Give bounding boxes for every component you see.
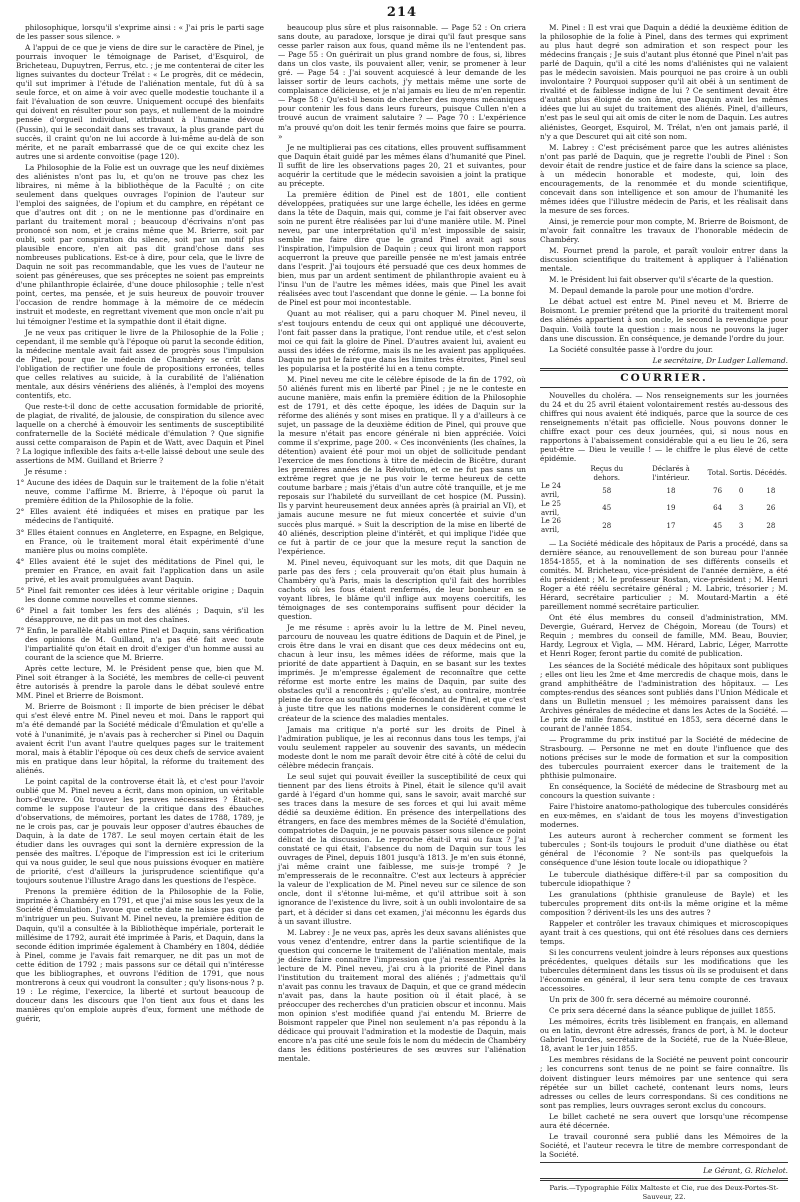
table-header-cell: Sortis. [729, 469, 753, 478]
table-cell: 3 [738, 521, 744, 530]
table-row [540, 500, 788, 518]
paragraph: 1° Aucune des idées de Daquin sur le traitement de la folie n'était neuve, comme l'affirme M. Brierre, à l'époque où parut la première édition de la Philosophie de la folie. [16, 478, 264, 506]
table-cell: 26 [766, 504, 776, 513]
paragraph: — La Société médicale des hôpitaux de Paris a procédé, dans sa dernière séance, au renouvellement de son bureau pour l'année 1854-1855, et à la nomination de ses différents conseils et comités. M. Bricheteau, vice-président de l'année dernière, a été élu président ; M. le professeur Rostan, vice-président ; M. Henri Roger a été réélu secrétaire général ; M. Labric, trésorier ; M. Hérard, secrétaire particulier ; M. Moutard-Martin a été pareillement nommé secrétaire particulier. [540, 538, 788, 612]
columns [16, 23, 788, 1202]
paragraph: En conséquence, la Société de médecine de Strasbourg met au concours la question suivante : [540, 782, 788, 801]
paragraph: La Société consultée passe à l'ordre du jour. [549, 344, 713, 354]
column-3-text [540, 23, 788, 354]
section-title: COURRIER. [620, 371, 708, 384]
table-header-cell: Décédés. [754, 469, 787, 478]
table-cell: Le 24 avril, [541, 482, 561, 499]
paragraph: A l'appui de ce que je viens de dire sur le caractère de Pinel, je pourrais invoquer le témoignage de Pariset, d'Esquirol, de Bricheteau, Dupuytren, Ferrus, etc. ; je me contenterai de citer les lignes suivantes du docteur Trélat : « Le progrès, dit ce médecin, qu'il sut imprimer à l'étude de l'aliénation mentale, fut dû à sa seule force, et on aime à voir avec quelle modestie touchante il a fait l'évaluation de son œuvre. Uniquement occupé des bienfaits qui doivent en résulter pour son pays, et nullement de la moindre pensée d'orgueil individuel, attribuant à l'humaine dévoué (Pussin), qui le secondait dans ses travaux, la plus grande part du succès, il craint qu'on ne lui accorde à lui-même au-delà de son mérite, et ne paraît embarrassé que de ce qui excite chez les autres une si ardente convoitise (page 120). [16, 43, 264, 161]
table-header-cell: Total. [707, 469, 728, 478]
paragraph: 6° Pinel a fait tomber les fers des aliénés ; Daquin, s'il les désapprouve, ne dit pas un mot des chaînes. [16, 605, 264, 624]
paragraph: Je ne veux pas critiquer le livre de la Philosophie de la Folie ; cependant, il me semble qu'à l'époque où parut la seconde édition, la médecine mentale avait fait assez de progrès sous l'impulsion de Pinel, pour que le médecin de Chambéry se crût dans l'obligation de rectifier une foule de propositions erronées, telles que celles relatives au suicide, à la curabilité de l'aliénation mentale, aux désirs vénériens des aliénés, à l'emploi des moyens contentifs, etc. [16, 327, 264, 400]
paragraph: Je ne multiplierai pas ces citations, elles prouvent suffisamment que Daquin était guidé par les mêmes élans d'humanité que Pinel. Il suffit de lire les observations pages 20, 21 et suivantes, pour acquérir la certitude que le médecin savoisien a joint la pratique au précepte. [278, 142, 526, 188]
paragraph: Le tubercule diathésique diffère-t-il par sa composition du tubercule idiopathique ? [540, 869, 788, 888]
paragraph: Un prix de 300 fr. sera décerné au mémoire couronné. [549, 995, 751, 1005]
column-3-text-2 [540, 539, 788, 1159]
paragraph: M. Labrey : Je ne veux pas, après les deux savans aliénistes que vous venez d'entendre, entrer dans la partie scientifique de la question qui concerne le traitement de l'aliénation mentale, mais je désire faire connaître l'impression que j'ai ressentie. Après la lecture de M. Pinel neveu, j'ai cru à la priorité de Pinel dans l'institution du traitement moral des aliénés ; j'admettais qu'il n'avait pas connu les travaux de Daquin, et que ce grand médecin n'avait pas, dans la haute position où il était placé, à se préoccuper des recherches d'un praticien obscur et inconnu. Mais mon opinion s'est modifiée quand j'ai entendu M. Brierre de Boismont rappeler que Pinel non seulement n'a pas répondu à la dédicace qui prouvait l'admiration et la modestie de Daquin, mais encore n'a pas cité une seule fois le nom du médecin de Chambéry dans les éditions postérieures de ses œuvres sur l'aliénation mentale. [278, 927, 526, 1064]
paragraph: Le débat actuel est entre M. Pinel neveu et M. Brierre de Boismont. Le premier prétend que la priorité du traitement moral des aliénés appartient à son oncle, le second la revendique pour Daquin. Voilà toute la question : mais nous ne pouvons la juger dans une discussion. En conséquence, je demande l'ordre du jour. [540, 297, 788, 343]
paragraph: Je me résume : après avoir lu la lettre de M. Pinel neveu, parcouru de nouveau les quatre éditions de Daquin et de Pinel, je crois être dans le vrai en disant que ces deux médecins ont eu, chacun à leur insu, les mêmes idées de réforme, mais que la priorité de date appartient à Daquin, en se basant sur les textes imprimés. Je m'empresse également de reconnaître que cette réforme est morte entre les mains de Daquin, par suite des obstacles qu'il a rencontrés ; qu'elle s'est, au contraire, montrée pleine de force au souffle du génie fécondant de Pinel, et que c'est à juste titre que les nations modernes le considèrent comme le créateur de la science des maladies mentales. [278, 623, 526, 723]
paragraph: philosophique, lorsqu'il s'exprime ainsi : « J'ai pris le parti sage de les passer sous silence. » [16, 23, 264, 42]
paragraph: Le travail couronné sera publié dans les Mémoires de la Société, et l'auteur recevra le titre de membre correspondant de la Société. [540, 1131, 788, 1159]
paragraph: beaucoup plus sûre et plus raisonnable. — Page 52 : On criera sans doute, au paradoxe, lorsque je dirai qu'il faut presque sans cesse parler raison aux fous, quand même ils ne l'entendent pas. — Page 55 : On guérirait un plus grand nombre de fous, si, libres dans un clos vaste, ils pouvaient aller, venir, se promener à leur gré. — Page 54 : J'ai souvent acquiescé à leur demande de les laisser sortir de leurs cachots, j'y mettais même une sorte de complaisance délicieuse, et je n'ai jamais eu lieu de m'en repentir. — Page 58 : Qu'est-il besoin de chercher des moyens mécaniques pour contenir les fous dans leurs fureurs, puisque Cullen n'en a trouvé aucun de vraiment salutaire ? — Page 70 : L'expérience m'a prouvé qu'on doit les tenir fermés moins que faire se pourra. » [278, 23, 526, 141]
paragraph: Je résume : [25, 467, 67, 477]
table-cell: 19 [666, 504, 676, 513]
paragraph: Après cette lecture, M. le Président pense que, bien que M. Pinel soit étranger à la Société, les membres de celle-ci peuvent être autorisés à prendre la parole dans le débat soulevé entre MM. Pinel et Brierre de Boismont. [16, 664, 264, 701]
table-cell: 45 [602, 504, 612, 513]
printer-rule [540, 1178, 788, 1181]
paragraph: Jamais ma critique n'a porté sur les droits de Pinel à l'admiration publique, je les ai reconnus dans tous les temps, j'ai voulu seulement rappeler au souvenir des savants, un médecin modeste dont le nom me paraît devoir être cité à côté de celui du célèbre médecin français. [278, 724, 526, 770]
paragraph: Prenons la première édition de la Philosophie de la Folie, imprimée à Chambéry en 1791, et que j'ai mise sous les yeux de la Société d'émulation. J'avoue que cette date ne laisse pas que de m'intriguer un peu. Suivant M. Pinel neveu, la première édition de Daquin, qu'il a consultée à la Bibliothèque impériale, porterait le millésime de 1792, aurait été imprimée à Paris, et Daquin, dans la seconde édition imprimée également à Chambéry en 1804, dédiée à Pinel, comme je l'avais fait remarquer, ne dit pas un mot de cette édition de 1792 ; mais passons sur ce détail qui n'intéresse que les bibliographes, et ouvrons l'édition de 1791, que nous montrerons à ceux qui voudront la consulter ; qu'y lisons-nous ? p. 19 : Le régime, l'exercice, la liberté et surtout beaucoup de douceur dans les discours que l'on tient aux fous et dans les manières qu'on emploie auprès d'eux, forment une méthode de guérir, [16, 887, 264, 1023]
paragraph: — Programme du prix institué par la Société de médecine de Strasbourg. — Personne ne met en doute l'influence que des notions précises sur le mode de formation et sur la composition des tubercules pourraient exercer dans le traitement de la phthisie pulmonaire. [540, 734, 788, 781]
secretary-signature: Le secrétaire, Dr Ludger Lallemand. [652, 355, 788, 365]
table-row [540, 482, 788, 500]
paragraph: Les granulations (phthisie granuleuse de Bayle) et les tubercules proprement dits ont-ils la même origine et la même composition ? dérivent-ils les uns des autres ? [540, 889, 788, 917]
column-1-text [16, 23, 264, 1023]
table-cell: 17 [666, 521, 676, 530]
column-3 [540, 23, 788, 1202]
paragraph: M. Brierre de Boismont : Il importe de bien préciser le débat qui s'est élevé entre M. Pinel neveu et moi. Dans le rapport qui m'a été demandé par la Société médicale d'Émulation et qu'elle a voté à l'unanimité, je n'avais pas à rechercher si Pinel ou Daquin avaient écrit l'un avant l'autre quelques pages sur le traitement moral, mais à établir l'époque où ces deux chefs de service avaient mis en pratique dans leur hôpital, la réforme du traitement des aliénés. [16, 702, 264, 775]
paragraph: Que reste-t-il donc de cette accusation formidable de priorité, de plagiat, de rivalité, de jalousie, de conspiration du silence avec laquelle on a cherché à émouvoir les sentiments de susceptibilité confraternelle de la Société médicale d'émulation ? Que signifie aussi cette comparaison de Papin et de Watt, avec Daquin et Pinel ? La logique inflexible des faits a-t-elle laissé debout une seule des assertions de MM. Guilland et Brierre ? [16, 401, 264, 466]
paragraph: Ce prix sera décerné dans la séance publique de juillet 1855. [549, 1006, 776, 1016]
paragraph: M. Pinel : Il est vrai que Daquin a dédié la deuxième édition de la philosophie de la folie à Pinel, dans des termes qui expriment au plus haut degré son admiration et son respect pour les médecins français ; Je suis d'autant plus étonné que Pinel n'ait pas parlé de Daquin, qu'il a cité les noms d'aliénistes qui ne valaient pas le médecin savoisien. Mais pourquoi ne pas croire à un oubli involontaire ? Pourquoi supposer qu'il ait obéi à un sentiment de rivalité et de faiblesse indigne de lui ? Ce sentiment devait être d'autant plus éloigné de son âme, que Daquin avait les mêmes idées que lui au sujet du traitement des aliénés. Pinel, d'ailleurs, n'est pas le seul qui ait omis de citer le nom de Daquin. Les autres aliénistes, Georget, Esquirol, M. Trélat, n'en ont jamais parlé, il n'y a que Descuret qui ait cité son nom. [540, 23, 788, 141]
paragraph: M. Pinel neveu, équivoquant sur les mots, dit que Daquin ne parle pas des fers ; cela prouverait qu'on était plus humain à Chambéry qu'à Paris, mais la description qu'il fait des horribles cachots où les fous étaient renfermés, de leur bonheur en se voyant libres, le blâme qu'il inflige aux moyens coercitifs, les témoignages de ses contemporains suffisent pour décider la question. [278, 557, 526, 621]
table-cell: 18 [666, 486, 676, 495]
paragraph: Rappeler et contrôler les travaux chimiques et microscopiques ayant trait à ces questions, qui ont été résolues dans ces derniers temps. [540, 918, 788, 946]
paragraph: Les membres résidans de la Société ne peuvent point concourir ; les concurrens sont tenus de ne point se faire connaître. Ils doivent distinguer leurs mémoires par une sentence qui sera répétée sur un billet cacheté, contenant leurs noms, leurs adresses ou celles de leurs correspondans. Si ces conditions ne sont pas remplies, leurs ouvrages seront exclus du concours. [540, 1055, 788, 1110]
table-cell: 18 [766, 486, 776, 495]
table-header-cell: Reçus du dehors. [590, 465, 624, 482]
table-cell: 45 [713, 521, 723, 530]
paragraph: M. Fournet prend la parole, et paraît vouloir entrer dans la discussion scientifique du traitement à appliquer à l'aliénation mentale. [540, 246, 788, 274]
gerant-signature: Le Gérant, G. Richelot. [703, 1165, 788, 1175]
table-cell: 58 [602, 486, 612, 495]
table-row [540, 517, 788, 535]
paragraph: Quant au mot réaliser, qui a paru choquer M. Pinel neveu, il s'est toujours entendu de ceux qui ont appliqué une découverte, l'ont fait passer dans la pratique, l'ont rendue utile, et c'est selon moi ce qui fait la gloire de Pinel. D'autres avaient lui, avaient eu aussi des idées de réforme, mais ils ne les avaient pas appliquées. Daquin ne put le faire que dans les limites très étroites, Pinel seul les popularisa et la postérité lui en a tenu compte. [278, 309, 526, 373]
table-header-cell [540, 465, 578, 482]
paragraph: Ainsi, je remercie pour mon compte, M. Brierre de Boismont, de m'avoir fait connaître les travaux de l'honorable médecin de Chambéry. [540, 216, 788, 245]
cholera-table [540, 465, 788, 535]
paragraph: M. Depaul demande la parole pour une motion d'ordre. [549, 286, 754, 296]
paragraph: M. Pinel neveu me cite le célèbre épisode de la fin de 1792, où 50 aliénés furent mis en liberté par Pinel ; je ne le conteste en aucune manière, mais enfin la première édition de la Philosophie est de 1791, et dès cette époque, les idées de Daquin sur la réforme des aliénés y sont mises en pratique. Il y a d'ailleurs à ce sujet, un passage de la deuxième édition de Pinel, qui prouve que la mesure n'était pas encore générale ni bien appréciée. Voici comme il s'exprime, page 200. « Ces inconvénients (les chaînes, la détention) avaient été pour moi un objet de sollicitude pendant l'exercice de mes fonctions à titre de médecin de Bicêtre, durant les premières années de la Révolution, et ce ne fut pas sans un extrême regret que je ne pus voir le terme heureux de cette coutume barbare ; mais j'étais d'un autre côté tranquille, et je me reposais sur l'habileté du surveillant de cet hospice (M. Pussin). Ils y parvint heureusement deux années après (à prairial an VI), et jamais aucune mesure ne fut mieux concertée et suivie d'un succès plus marqué. » Suit la description de la mise en liberté de 40 aliénés, description pleine d'intérêt, et qui implique l'idée que ce fut à partir de ce jour que la mesure reçut la sanction de l'expérience. [278, 374, 526, 556]
paragraph: Le seul sujet qui pouvait éveiller la susceptibilité de ceux qui tiennent par des liens étroits à Pinel, était le silence qu'il avait gardé à l'égard d'un homme qui, sans le savoir, avait marché sur ses traces dans la mesure de ses forces et qui lui avait même dédié sa deuxième édition. En présence des interpellations des étrangers, en face des membres mêmes de la Société d'émulation, compatriotes de Daquin, je ne pouvais passer sous silence ce point délicat de la discussion. Le reproche était-il vrai ou faux ? J'ai constaté ce qui était, l'absence du nom de Daquin sur tous les ouvrages de Pinel, depuis 1801 jusqu'à 1813. Je m'en suis étonné, j'ai même craint une faiblesse, me suis-je trompé ? Je m'empresserais de le reconnaître. C'est aux lecteurs à apprécier la valeur de l'explication de M. Pinel neveu sur ce silence de son oncle, dont il s'étonne lui-même, et qu'il attribue soit à son ignorance de l'existence du livre, soit à un oubli involontaire de sa part, et à décider si dans cet examen, j'ai méconnu les égards dus à un savant illustre. [278, 771, 526, 926]
table-cell: Le 26 avril, [541, 517, 561, 535]
paragraph: La première édition de Pinel est de 1801, elle contient développées, pratiquées sur une large échelle, les idées en germe dans la tête de Daquin, mais qui, comme je l'ai fait observer avec soin ne purent être réalisées par lui d'une manière utile. M. Pinel neveu, par une interprétation qu'il m'est impossible de saisir, semble me faire dire que le grand Pinel avait agi sous l'inspiration, l'impulsion de Daquin ; ceux qui liront mon rapport acquerront la preuve que pareille pensée ne m'est jamais entrée dans l'esprit. J'ai toujours été persuadé que ces deux hommes de bien, mus par un ardent sentiment de philanthropie avaient eu à l'insu l'un de l'autre les mêmes idées, mais que Pinel les avait réalisées avec tout l'ascendant que donne le génie. — La bonne foi de Pinel est pour moi incontestable. [278, 189, 526, 308]
table-cell: 64 [713, 504, 723, 513]
footer-rule [540, 1162, 788, 1163]
paragraph: M. le Président lui fait observer qu'il s'écarte de la question. [549, 275, 774, 285]
page-number: 214 [386, 5, 418, 20]
table-header-row [540, 465, 788, 482]
printer-line: Paris.—Typographie Félix Malteste et Cie, rue des Deux-Portes-St-Sauveur, 22. [549, 1183, 779, 1202]
title-rule [540, 387, 788, 388]
table-cell: 76 [713, 486, 723, 495]
table-header-cell: Déclarés à l'intérieur. [652, 465, 690, 482]
table-cell: 3 [738, 504, 744, 513]
paragraph: Le point capital de la controverse était là, et c'est pour l'avoir oublié que M. Pinel neveu a écrit, dans mon opinion, un véritable hors-d'œuvre. Où trouver les preuves nécessaires ? Était-ce, comme le suppose l'auteur de la critique dans des ébauches d'observations, de mémoires, portant les dates de 1788, 1789, je ne le crois pas, car je pouvais leur opposer d'autres ébauches de Daquin, à la date de 1787. Le seul moyen certain était de les étudier dans les ouvrages qui sont la dernière expression de la pensée des maîtres. L'époque de l'impression est ici le criterium qui va nous guider, le seul que nous puissions évoquer en matière de priorité, c'est d'ailleurs la jurisprudence scientifique qu'a toujours soutenue l'illustre Arago dans les questions de l'espèce. [16, 776, 264, 886]
table-cell: 0 [738, 486, 744, 495]
paragraph: 2° Elles avaient été indiquées et mises en pratique par les médecins de l'antiquité. [16, 507, 264, 526]
paragraph: Faire l'histoire anatomo-pathologique des tubercules considérés en eux-mêmes, en s'aidant de tous les moyens d'investigation modernes. [540, 802, 788, 830]
column-2-text [278, 23, 526, 1063]
paragraph: Les auteurs auront à rechercher comment se forment les tubercules ; Sont-ils toujours le produit d'une diathèse ou état général de l'économie ? Ne sont-ils pas quelquefois la conséquence d'une lésion toute locale ou idiopathique ? [540, 831, 788, 868]
column-2 [278, 23, 526, 1121]
paragraph: 3° Elles étaient connues en Angleterre, en Espagne, en Belgique, en France, où le traitement moral était expérimenté d'une manière plus ou moins complète. [16, 527, 264, 555]
table-cell: 28 [602, 521, 612, 530]
column-1 [16, 23, 264, 1121]
table-cell: Le 25 avril, [541, 499, 561, 517]
paragraph: Si les concurrens veulent joindre à leurs réponses aux questions précédentes, quelques détails sur les modifications que les tubercules déterminent dans les tissus où ils se produisent et dans l'économie en général, il leur sera tenu compte de ces travaux accessoires. [540, 947, 788, 994]
paragraph: La Philosophie de la Folie est un ouvrage que les neuf dixièmes des aliénistes n'ont pas lu, et qu'on ne trouve pas chez les libraires, ni même à la bibliothèque de la Faculté ; on cite seulement dans quelques ouvrages l'opinion de l'auteur sur l'emploi des saignées, de l'opium et du camphre, en répétant ce que d'autres ont dit ; on ne le mentionne pas d'ordinaire en parlant du traitement moral ; beaucoup d'écrivains n'ont pas prononcé son nom, et je crains même que M. Brierre, soit par oubli, soit par conspiration du silence, soit par un motif plus plausible encore, n'en ait pas dit grand'chose dans ses nombreuses publications. Est-ce à dire, pour cela, que le livre de Daquin ne soit pas recommandable, que les vues de l'auteur ne soient pas généreuses, que ses préceptes ne soient pas empreints d'une philanthropie éclairée, d'une douce philosophie ; telle n'est point, certes, ma pensée, et je suis heureux de pouvoir trouver l'occasion de rendre hommage à la mémoire de ce médecin instruit et modeste, en regrettant vivement que mon oncle n'ait pu lui témoigner l'estime et la sympathie dont il était digne. [16, 162, 264, 326]
paragraph: Les mémoires, écrits très lisiblement en français, en allemand ou en latin, devront être adressés, francs de port, à M. le docteur Gabriel Tourdes, secrétaire de la Société, rue de la Nuée-Bleue, 18, avant le 1er juin 1855. [540, 1017, 788, 1054]
courier-paragraph: Nouvelles du choléra. — Nos renseignements sur les journées du 24 et du 25 avril étaient volontairement restés au-dessous des chiffres qui nous avaient été indiqués, parce que la source de ces renseignements n'était pas officielle. Nous pouvons donner le chiffre exact pour ces deux journées, qui, si nous nous en rapportons à l'abaissement considérable qui a eu lieu le 26, sera peut-être — Dieu le veuille ! — le chiffre le plus élevé de cette épidémie. [540, 390, 788, 464]
paragraph: Ont été élus membres du conseil d'administration, MM. Devergie, Guérard, Hervez de Chégoin, Moreau (de Tours) et Requin ; membres du conseil de famille, MM. Beau, Bouvier, Hardy, Legroux et Vigla, — MM. Hérard, Labric, Léger, Marrotte et Henri Roger, feront partie du comité de publication. [540, 613, 788, 659]
paragraph: 5° Pinel fait remonter ces idées à leur véritable origine ; Daquin les donne comme nouvelles et comme siennes. [16, 585, 264, 604]
table-cell: 28 [766, 521, 776, 530]
paragraph: M. Labrey : C'est précisément parce que les autres aliénistes n'ont pas parlé de Daquin, que je regrette l'oubli de Pinel : Son devoir était de rendre justice et de faire dans la science sa place, à un médecin honorable et modeste, qui, loin des encouragements, de la renommée et du monde scientifique, concevait dans son intelligence et son amour de l'humanité les mêmes idées que l'illustre médecin de Paris, et les réalisait dans la mesure de ses forces. [540, 142, 788, 215]
paragraph: Les séances de la Société médicale des hôpitaux sont publiques ; elles ont lieu les 2me et 4me mercredis de chaque mois, dans le grand amphithéâtre de l'administration des hôpitaux. — Les comptes-rendus des séances sont publiés dans l'Union Médicale et dans un Bulletin mensuel ; les mémoires paraissent dans les Archives générales de médecine et dans les Actes de la Société. — Le prix de mille francs, institué en 1853, sera décerné dans le courant de l'année 1854. [540, 660, 788, 733]
paragraph: Le billet cacheté ne sera ouvert que lorsqu'une récompense aura été décernée. [540, 1111, 788, 1130]
section-rule [540, 368, 788, 371]
paragraph: 4° Elles avaient été le sujet des méditations de Pinel qui, le premier en France, en avait fait l'application dans un asile privé, et les avait promulguées avant Daquin. [16, 556, 264, 584]
paragraph: 7° Enfin, le parallèle établi entre Pinel et Daquin, sans vérification des opinions de M. Guilland, n'a pas été fait avec toute l'impartialité qu'on était en droit d'exiger d'un homme aussi au courant de la science que M. Brierre. [16, 626, 264, 663]
